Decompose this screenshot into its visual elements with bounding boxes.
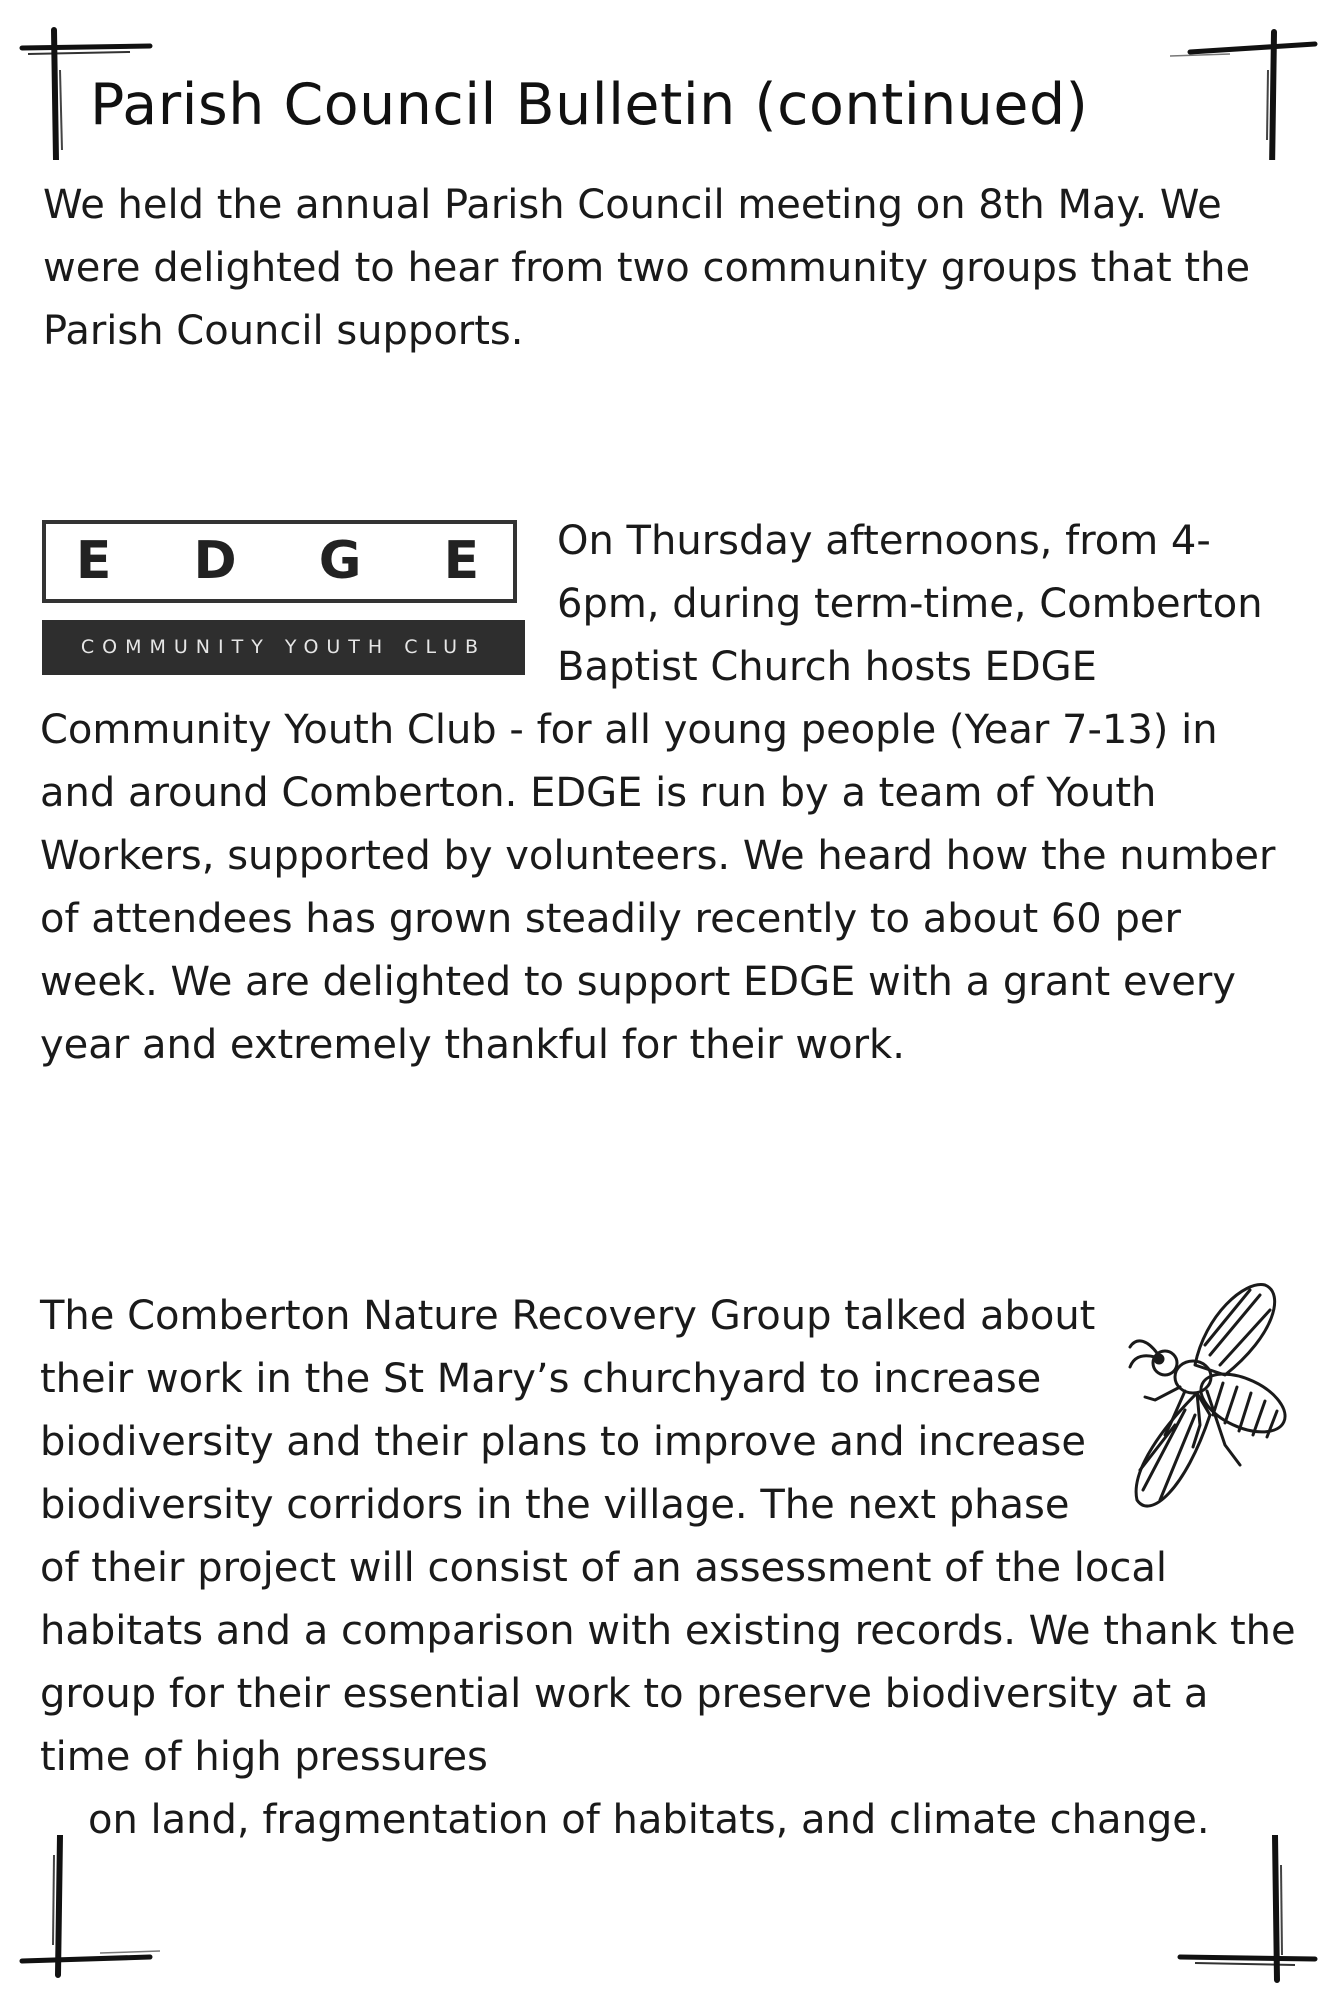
nature-section — [40, 1285, 1300, 1789]
edge-paragraph: On Thursday afternoons, from 4-6pm, during term-time, Comberton Baptist Church hosts EDGE Community Youth Club - for all young people (Year 7-13) in and around Comberton. EDGE is run by a team of Youth Workers, supported by volunteers. We heard how the number of attendees has grown steadily recently to about 60 per week. We are delighted to support EDGE with a grant every year and extremely thankful for their work. — [40, 518, 1276, 1068]
nature-paragraph-tail: on land, fragmentation of habitats, and climate change. — [88, 1797, 1210, 1843]
corner-bracket-bottom-right — [1175, 1835, 1325, 1985]
corner-bracket-top-right — [1170, 10, 1320, 160]
edge-section — [40, 510, 1300, 1077]
bee-illustration-icon — [1125, 1275, 1300, 1525]
intro-paragraph: We held the annual Parish Council meeting on 8th May. We were delighted to hear from two community groups that the Parish Council supports. — [43, 182, 1251, 354]
edge-logo-subtitle: COMMUNITY YOUTH CLUB — [42, 620, 525, 675]
edge-logo — [42, 520, 527, 695]
page-title: Parish Council Bulletin (continued) — [90, 72, 1089, 138]
nature-paragraph: The Comberton Nature Recovery Group talked about their work in the St Mary’s churchyard to increase biodiversity and their plans to improve and increase biodiversity corridors in the village. The next phase of their project will consist of an assessment of the local habitats and a comparison with existing records. We thank the group for their essential work to preserve biodiversity at a time of high pressures — [40, 1293, 1296, 1780]
corner-bracket-bottom-left — [10, 1835, 160, 1985]
edge-logo-word: E D G E — [42, 520, 517, 603]
